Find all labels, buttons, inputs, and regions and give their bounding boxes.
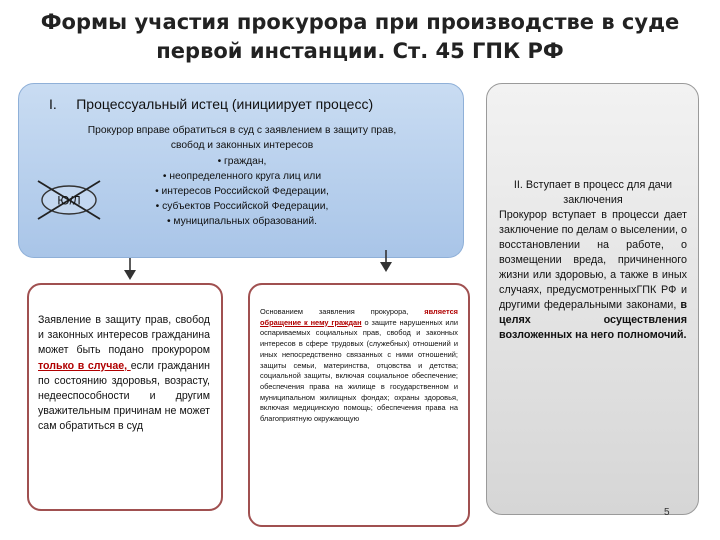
box1-intro-line-2: свобод и законных интересов bbox=[170, 139, 314, 151]
box2-only-in-case: только в случае bbox=[38, 359, 125, 372]
list-item: • граждан, bbox=[217, 156, 267, 167]
opinion-entry-box bbox=[486, 83, 699, 515]
box1-heading-text: Процессуальный истец (инициирует процесс) bbox=[76, 96, 374, 112]
list-item: • неопределенного круга лиц или bbox=[162, 171, 322, 182]
title-line-2: первой инстанции. Ст. 45 ГПК РФ bbox=[156, 39, 564, 63]
prosecutor-grounds-box bbox=[248, 283, 470, 527]
box2-text bbox=[38, 313, 210, 435]
arrow-head-right bbox=[380, 262, 392, 272]
box3-is: является bbox=[424, 307, 458, 316]
box4-text-b: в целях осуществления возложенных на него полномочий. bbox=[499, 299, 687, 341]
box4-text-a: Прокурор вступает в процесси дает заключение по делам о выселении, о восстановлении на работе, о возмещении вреда, причиненного жизни или здоровью, а также в иных случаях, предусмотренныхГПК РФ и другими федеральными законами, bbox=[499, 209, 687, 311]
list-item: • муниципальных образований. bbox=[166, 216, 318, 227]
box3-text-b: о защите нарушенных или оспариваемых социальных прав, свобод и законных интересов в сфере трудовых (служебных) отношений и иных непосредственно связанных с ними отношений; защиты семьи, материнства, отцовства и детства; социальной защиты, включая социальное обеспечение; обеспечения права на жилище в государственном и муниципальном жилищных фондах; охраны здоровья, включая медицинскую помощь; обеспечения права на благоприятную окружающую bbox=[260, 317, 458, 424]
citizen-application-box bbox=[27, 283, 223, 511]
arrow-head-left bbox=[124, 270, 136, 280]
box2-text-b: если гражданин по состоянию здоровья, возрасту, недееспособности и другим уважительным причинам не может сам обратиться в суд bbox=[38, 359, 210, 433]
page-number: 5 bbox=[664, 507, 670, 518]
box3-text bbox=[260, 307, 458, 425]
box2-comma: , bbox=[124, 359, 131, 372]
list-item: • субъектов Российской Федерации, bbox=[155, 201, 329, 212]
list-item: • интересов Российской Федерации, bbox=[155, 186, 329, 197]
box3-appeal: обращение к нему граждан bbox=[260, 317, 362, 327]
box1-intro-line-1: Прокурор вправе обратиться в суд с заявлением в защиту прав, bbox=[87, 125, 397, 136]
box4-heading: II. Вступает в процесс для дачи заключения bbox=[513, 179, 673, 206]
box2-text-a: Заявление в защиту прав, свобод и законных интересов гражданина может быть подано прокурором bbox=[38, 314, 210, 357]
box4-text bbox=[499, 208, 687, 343]
title-line-1: Формы участия прокурора при производстве в суде bbox=[40, 10, 680, 34]
yul-label: Ю/Л bbox=[57, 193, 81, 208]
box1-numeral: I. bbox=[49, 96, 57, 112]
box3-text-a: Основанием заявления прокурора, bbox=[260, 307, 425, 316]
